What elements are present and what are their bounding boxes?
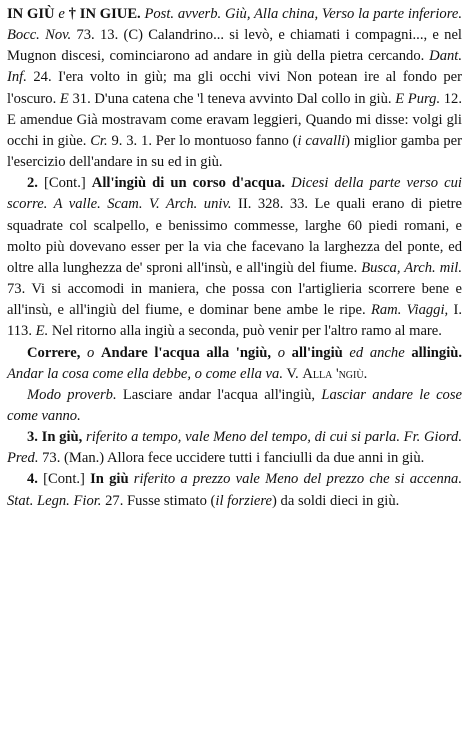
citation-text: ) miglior gamba per l'esercizio dell'andare in su ed in giù.: [7, 132, 462, 171]
phrase-headword: Andare l'acqua alla 'ngiù,: [100, 344, 272, 361]
citation-text: 27. Fusse stimato (: [101, 492, 216, 509]
phrase-headword: Correre,: [27, 344, 81, 361]
conjunction: o: [80, 344, 101, 361]
citation-source: E Purg.: [395, 90, 441, 107]
sense-number: 4.: [27, 471, 38, 488]
entry-in-giu: [7, 4, 462, 173]
see-also-label: V.: [282, 365, 303, 382]
citation-source: Ram. Viaggi,: [370, 302, 449, 319]
phrase-headword: all'ingiù: [291, 344, 343, 361]
citation-text: Nel ritorno alla ingiù a seconda, può venir per l'altro ramo al mare.: [48, 323, 442, 340]
headword: IN GIÙ: [7, 6, 55, 22]
definition: riferito a tempo, vale Meno del tempo, di cui si parla. Fr. Giord. Pred.: [7, 429, 462, 467]
sense-number: 3.: [27, 429, 38, 446]
phrase-proverb: [7, 385, 462, 427]
citation-text: I. 113.: [7, 302, 462, 340]
sense-3: [7, 427, 462, 469]
sense-headword: In giù,: [37, 429, 83, 446]
sense-4: [7, 469, 462, 511]
gloss: i cavalli: [297, 132, 346, 149]
conjunction: e: [54, 6, 69, 22]
citation-text: 24. I'era volto in giù; ma gli occhi vivi Non potean ire al fondo per l'oscuro.: [7, 69, 462, 107]
phrase-correre: [7, 343, 462, 385]
sense-headword: In giù: [90, 471, 129, 488]
conjunction: o: [271, 344, 292, 361]
definition: Dicesi della parte verso cui scorre. A valle. Scam. V. Arch. univ.: [7, 175, 462, 213]
definition: riferito a prezzo vale Meno del prezzo che si accenna. Stat. Legn. Fior.: [7, 471, 462, 509]
usage-label: Modo proverb.: [27, 386, 117, 403]
gloss: il forziere: [215, 492, 273, 509]
definition: Lasciar andare le cose come vanno.: [7, 386, 462, 424]
citation-text: II. 328. 33. Le quali erano di pietre squadrate col scalpello, e benissimo commesse, larghe 60 piedi romani, e molto più dovevano esser per la via che facevano la larghezza del ponte, ed oltre alla lunghezza de' sproni all'insù, e all'ingiù del fiume.: [7, 196, 463, 276]
citation-text: ) da soldi dieci in giù.: [272, 492, 400, 509]
headword-variant: † IN GIUE.: [68, 6, 141, 22]
citation-text: 31. D'una catena che 'l teneva avvinto Dal collo in giù.: [68, 90, 396, 107]
citation-source: Dant. Inf.: [7, 48, 462, 86]
definition: Post. avverb. Giù, Alla china, Verso la parte inferiore.: [140, 6, 462, 22]
citation-text: 12. E amendue Già mostravam come eravam leggieri, Quando mi disse: volgi gli occhi in giùe.: [7, 90, 462, 149]
cont-mark: [Cont.]: [37, 471, 91, 488]
citation-source: E.: [35, 323, 49, 340]
citation-source: Cr.: [90, 132, 108, 149]
sense-headword: All'ingiù di un corso d'acqua.: [91, 175, 286, 192]
citation-source: Busca, Arch. mil.: [361, 259, 462, 276]
conjunction: ed anche: [342, 344, 412, 361]
citation-text: 73. 13. (C) Calandrino... si levò, e chiamati i compagni..., e nel Mugnon discesi, cominciarono ad andare in giù della pietra cercando.: [7, 27, 462, 65]
citation-text: 73. Vi si accomodi in maniera, che possa con l'artiglieria scorrere bene e all'insù, e all'ingiù del fiume, e dominar bene ambe le ripe.: [7, 281, 462, 319]
citation-source: Bocc. Nov.: [7, 27, 72, 44]
citation-text: 9. 3. 1. Per lo montuoso fanno (: [107, 132, 298, 149]
citation-text: 73. (Man.) Allora fece uccidere tutti i fanciulli da due anni in giù.: [38, 450, 425, 467]
citation-source: E: [59, 90, 69, 107]
cont-mark: [Cont.]: [37, 175, 92, 192]
sense-2: [7, 173, 462, 342]
phrase-headword: allingiù.: [411, 344, 463, 361]
sense-number: 2.: [27, 175, 38, 192]
definition: Andar la cosa come ella debbe, o come ella va.: [7, 365, 283, 382]
cross-reference: Alla 'ngiù.: [302, 365, 368, 382]
phrase-text: Lasciare andar l'acqua all'ingiù,: [116, 386, 322, 403]
